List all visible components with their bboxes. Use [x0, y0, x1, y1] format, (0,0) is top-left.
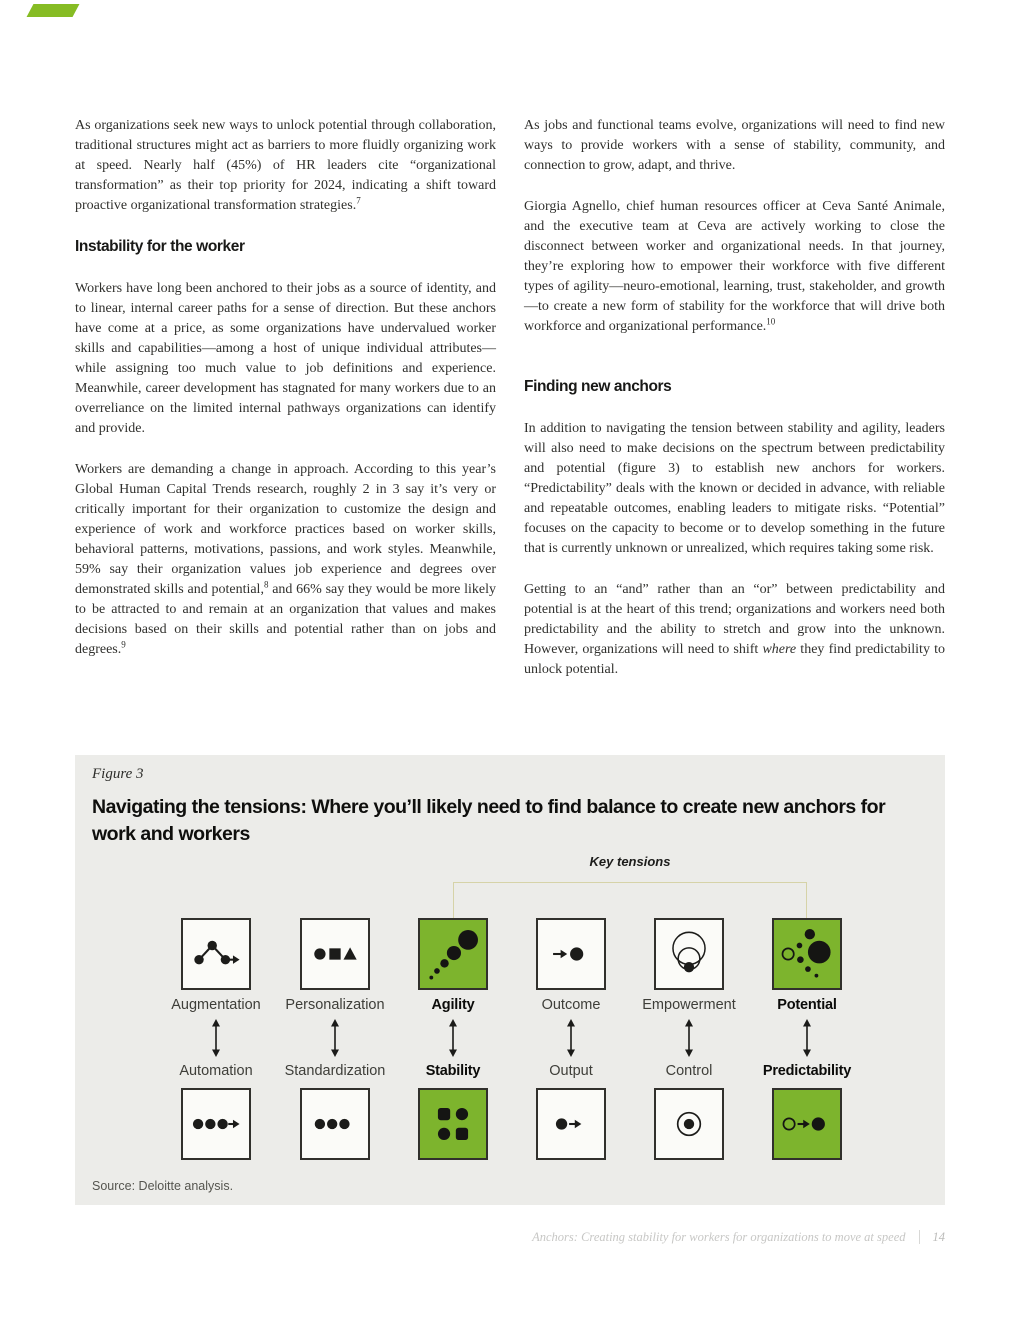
- emphasized-word: where: [762, 642, 797, 657]
- standardization-icon: [302, 1090, 368, 1158]
- paragraph: [524, 580, 945, 680]
- left-text-column: [75, 116, 496, 681]
- section-heading-finding-new-anchors: Finding new anchors: [524, 378, 672, 395]
- augmentation-icon: [183, 920, 249, 988]
- tension-pair-augmentation-automation: [156, 918, 276, 1160]
- stability-icon: [420, 1090, 486, 1158]
- tension-label-top: Potential: [777, 997, 837, 1013]
- potential-icon: [774, 920, 840, 988]
- paragraph-text: Workers are demanding a change in approach. According to this year’s Global Human Capital Trends research, roughly 2 in 3 say it’s very or critically important for their organization to customize the design and experience of work and workforce practices based on worker skills, behavioral patterns, motivations, passions, and work styles. Meanwhile, 59% say their organization values job experience and degrees over demonstrated skills and potential,: [75, 462, 496, 597]
- output-box: [536, 1088, 606, 1160]
- tension-pair-potential-predictability: [747, 918, 867, 1160]
- tension-label-bottom: Stability: [425, 1063, 481, 1079]
- tension-label-top: Empowerment: [642, 997, 736, 1013]
- tension-pair-agility-stability: [393, 918, 513, 1160]
- paragraph-text: Getting to an “and” rather than an “or” between predictability and potential is at the heart of this trend; organizations and workers need both predictability and the ability to stretch and grow into the unknown. However, organizations will need to shift: [524, 582, 945, 657]
- tension-pair-outcome-output: [511, 918, 631, 1160]
- augmentation-box: [181, 918, 251, 990]
- footnote-ref: 9: [121, 639, 126, 650]
- paragraph: [75, 460, 496, 660]
- personalization-icon: [302, 920, 368, 988]
- double-arrow-icon: [801, 1019, 813, 1057]
- double-arrow-icon: [210, 1019, 222, 1057]
- right-text-column: [524, 116, 945, 701]
- figure-number-label: Figure 3: [92, 766, 144, 782]
- predictability-icon: [774, 1090, 840, 1158]
- paragraph: In addition to navigating the tension between stability and agility, leaders will also need to make decisions on the spectrum between predictability and potential (figure 3) to establish new anchors for workers. “Predictability” deals with the known or decided in advance, with reliable and repeatable outcomes, enabling leaders to mitigate risks. “Potential” focuses on the capacity to become or to develop something in the future that is currently unknown or unrealized, which requires taking some risk.: [524, 421, 945, 556]
- tension-pair-personalization-standardization: [275, 918, 395, 1160]
- control-box: [654, 1088, 724, 1160]
- figure-title: Navigating the tensions: Where you’ll likely need to find balance to create new anchors for work and workers: [92, 796, 886, 845]
- footnote-ref: 7: [356, 195, 361, 206]
- tension-label-bottom: Automation: [179, 1063, 253, 1079]
- page-footer: [532, 1230, 945, 1245]
- automation-box: [181, 1088, 251, 1160]
- tension-label-bottom: Control: [665, 1063, 713, 1079]
- potential-box: [772, 918, 842, 990]
- tension-pair-empowerment-control: [629, 918, 749, 1160]
- tension-label-top: Outcome: [541, 997, 601, 1013]
- outcome-icon: [538, 920, 604, 988]
- key-tensions-label: Key tensions: [589, 854, 671, 869]
- personalization-box: [300, 918, 370, 990]
- paragraph: Workers have long been anchored to their jobs as a source of identity, and to linear, internal career paths for a sense of direction. But these anchors have come at a price, as some organizations have undervalued worker skills and capabilities—among a host of unique individual attributes—while assigning too much value to job definitions and experience. Meanwhile, career development has stagnated for many workers due to an overreliance on the limited internal pathways organizations can identify and provide.: [75, 281, 496, 436]
- footnote-ref: 10: [766, 316, 776, 327]
- paragraph-text: Giorgia Agnello, chief human resources officer at Ceva Santé Animale, and the executive team at Ceva are actively working to close the disconnect between worker and organizational needs. In that journey, they’re exploring how to empower their workforce with five different types of agility—neuro-emotional, learning, trust, stakeholder, and growth—to create a new form of stability for the workforce that will drive both workforce and organizational performance.: [524, 199, 945, 334]
- tension-label-top: Personalization: [285, 997, 385, 1013]
- double-arrow-icon: [447, 1019, 459, 1057]
- deloitte-green-corner-mark: [27, 4, 80, 17]
- paragraph: [524, 197, 945, 337]
- paragraph-text: they find predictability to unlock potential.: [524, 642, 946, 677]
- automation-icon: [183, 1090, 249, 1158]
- stability-box: [418, 1088, 488, 1160]
- empowerment-icon: [656, 920, 722, 988]
- key-tensions-bracket: [453, 882, 807, 918]
- control-icon: [656, 1090, 722, 1158]
- paragraph: [75, 116, 496, 216]
- agility-icon: [420, 920, 486, 988]
- agility-box: [418, 918, 488, 990]
- double-arrow-icon: [683, 1019, 695, 1057]
- footer-page-number: 14: [919, 1230, 946, 1244]
- tension-label-bottom: Predictability: [762, 1063, 852, 1079]
- output-icon: [538, 1090, 604, 1158]
- standardization-box: [300, 1088, 370, 1160]
- double-arrow-icon: [565, 1019, 577, 1057]
- section-heading-instability: Instability for the worker: [75, 238, 245, 255]
- double-arrow-icon: [329, 1019, 341, 1057]
- footer-chapter-title: Anchors: Creating stability for workers for organizations to move at speed: [532, 1230, 906, 1244]
- empowerment-box: [654, 918, 724, 990]
- figure-3-panel: [75, 755, 945, 1205]
- tension-label-bottom: Standardization: [284, 1063, 386, 1079]
- tension-label-bottom: Output: [549, 1063, 593, 1079]
- tension-label-top: Augmentation: [171, 997, 261, 1013]
- tension-label-top: Agility: [431, 997, 475, 1013]
- paragraph-text: As organizations seek new ways to unlock potential through collaboration, traditional structures might act as barriers to more fluidly organizing work at speed. Nearly half (45%) of HR leaders cite “organizational transformation” as their top priority for 2024, indicating a shift toward proactive organizational transformation strategies.: [75, 118, 496, 213]
- figure-source-note: Source: Deloitte analysis.: [92, 1179, 234, 1193]
- predictability-box: [772, 1088, 842, 1160]
- outcome-box: [536, 918, 606, 990]
- paragraph: As jobs and functional teams evolve, organizations will need to find new ways to provide workers with a sense of stability, community, and connection to grow, adapt, and thrive.: [524, 118, 945, 173]
- paragraph-text: and 66% say they would be more likely to be attracted to and remain at an organization that values and makes decisions based on their skills and potential rather than on jobs and degrees.: [75, 582, 496, 657]
- footnote-ref: 8: [263, 579, 269, 590]
